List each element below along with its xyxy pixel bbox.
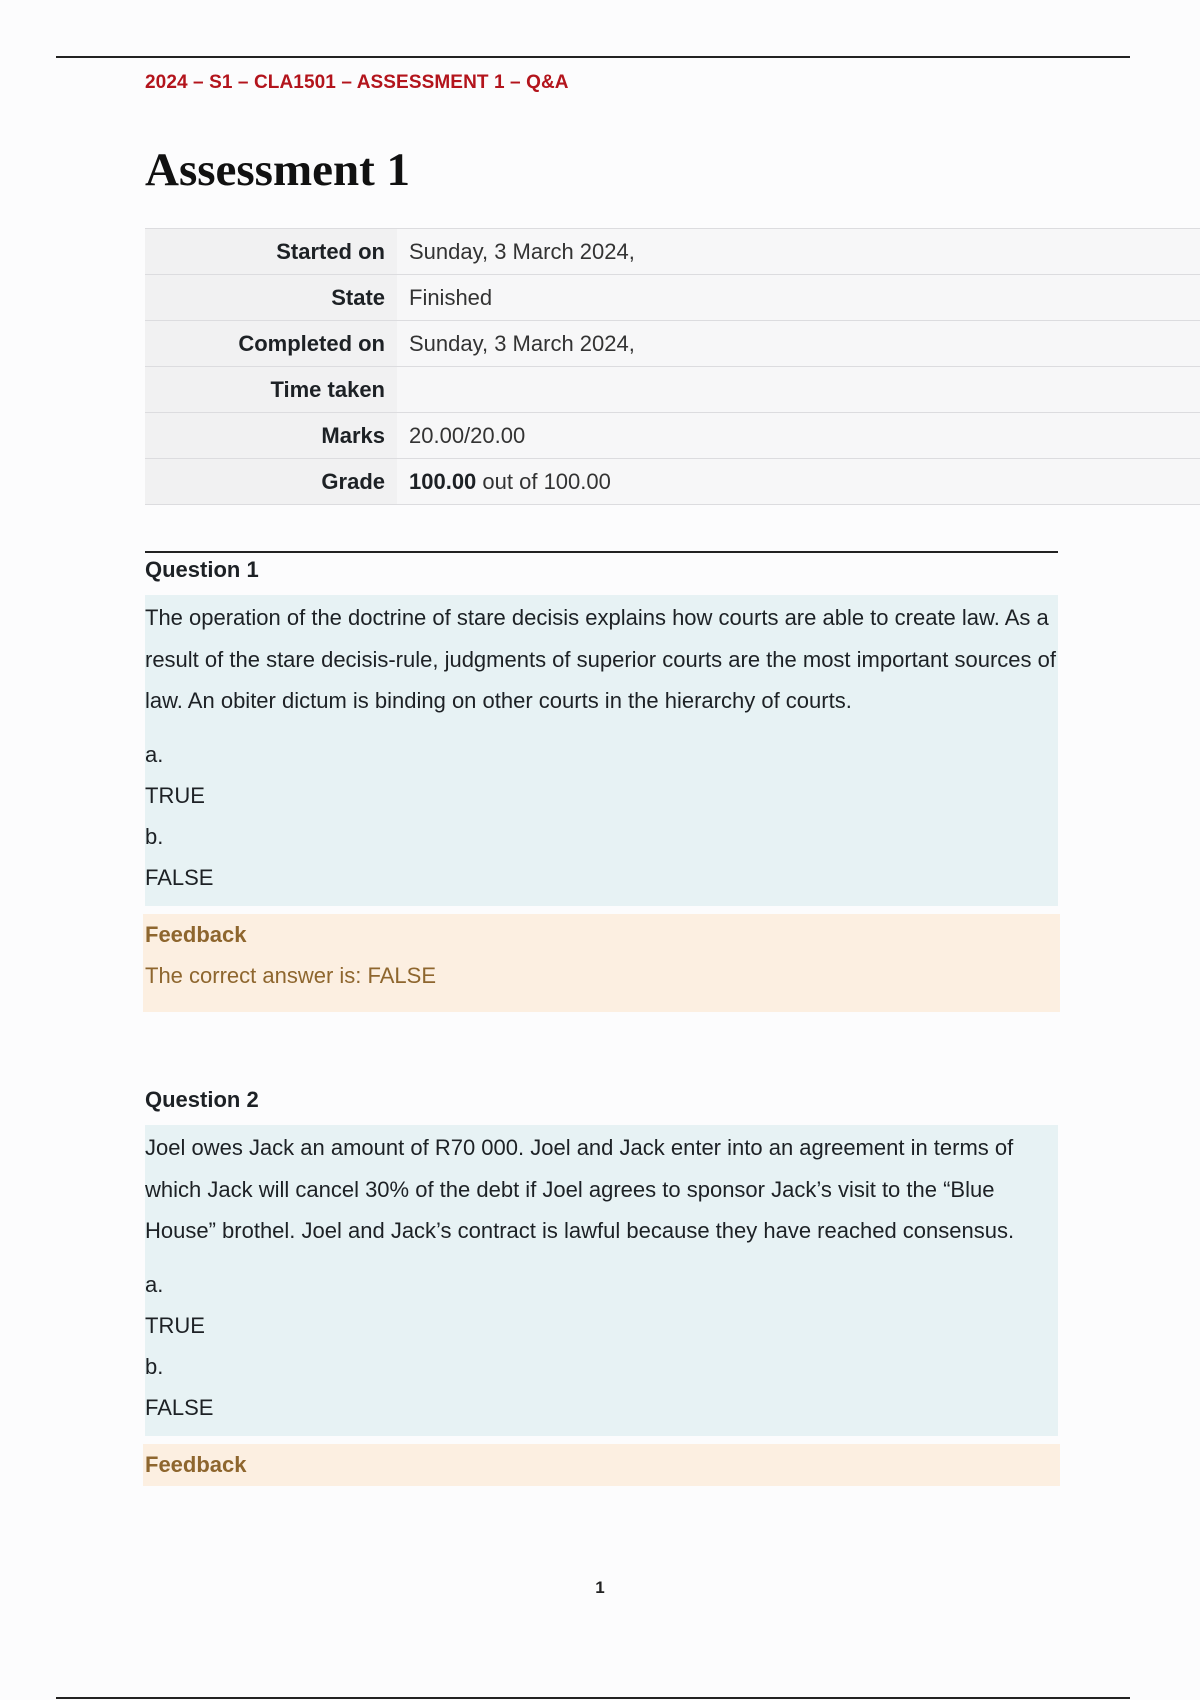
feedback-text: The correct answer is: FALSE: [145, 962, 436, 988]
document-header: 2024 – S1 – CLA1501 – ASSESSMENT 1 – Q&A: [145, 72, 569, 93]
summary-row-time-taken: [145, 367, 1200, 413]
feedback-label: Feedback: [145, 921, 247, 947]
grade-total: out of 100.00: [476, 468, 611, 494]
summary-value: 20.00/20.00: [397, 413, 1200, 459]
grade-score: 100.00: [409, 468, 477, 494]
summary-label: Marks: [145, 413, 397, 459]
feedback-label: Feedback: [145, 1451, 247, 1477]
option-label: FALSE: [145, 864, 214, 890]
question-heading: Question 1: [145, 557, 259, 582]
top-rule: [56, 56, 1130, 58]
option-letter: a.: [145, 741, 164, 767]
question-text: The operation of the doctrine of stare decisis explains how courts are able to create law. As a result of the stare decisis-rule, judgments of superior courts are the most important sources of law. An obiter dictum is binding on other courts in the hierarchy of courts.: [145, 605, 1056, 713]
question-1: [145, 551, 1058, 1012]
question-heading: Question 2: [145, 1087, 259, 1112]
option-label: TRUE: [145, 782, 205, 808]
summary-value: Finished: [397, 275, 1200, 321]
option-letter: b.: [145, 1353, 164, 1379]
summary-value: Sunday, 3 March 2024,: [397, 321, 1200, 367]
summary-label: Started on: [145, 229, 397, 275]
summary-row-state: [145, 275, 1200, 321]
summary-label: Time taken: [145, 367, 397, 413]
page-number: 1: [595, 1578, 605, 1597]
option-label: FALSE: [145, 1394, 214, 1420]
summary-value: Sunday, 3 March 2024,: [397, 229, 1200, 275]
attempt-summary-table: [145, 228, 1200, 505]
summary-label: State: [145, 275, 397, 321]
summary-value: [397, 367, 1200, 413]
summary-row-started: [145, 229, 1200, 275]
summary-label: Completed on: [145, 321, 397, 367]
option-label: TRUE: [145, 1312, 205, 1338]
question-2: [145, 1083, 1058, 1486]
summary-row-marks: [145, 413, 1200, 459]
summary-row-grade: [145, 459, 1200, 505]
bottom-rule: [56, 1697, 1130, 1699]
option-letter: b.: [145, 823, 164, 849]
summary-row-completed: [145, 321, 1200, 367]
summary-label: Grade: [145, 459, 397, 505]
page-title: Assessment 1: [145, 144, 411, 196]
feedback-box: [143, 914, 1060, 1012]
question-text: Joel owes Jack an amount of R70 000. Joel and Jack enter into an agreement in terms of which Jack will cancel 30% of the debt if Joel agrees to sponsor Jack’s visit to the “Blue House” brothel. Joel and Jack’s contract is lawful because they have reached consensus.: [145, 1135, 1015, 1243]
summary-value: [397, 459, 1200, 505]
feedback-box: [143, 1444, 1060, 1486]
question-body: [145, 595, 1058, 906]
option-letter: a.: [145, 1271, 164, 1297]
question-body: [145, 1125, 1058, 1436]
